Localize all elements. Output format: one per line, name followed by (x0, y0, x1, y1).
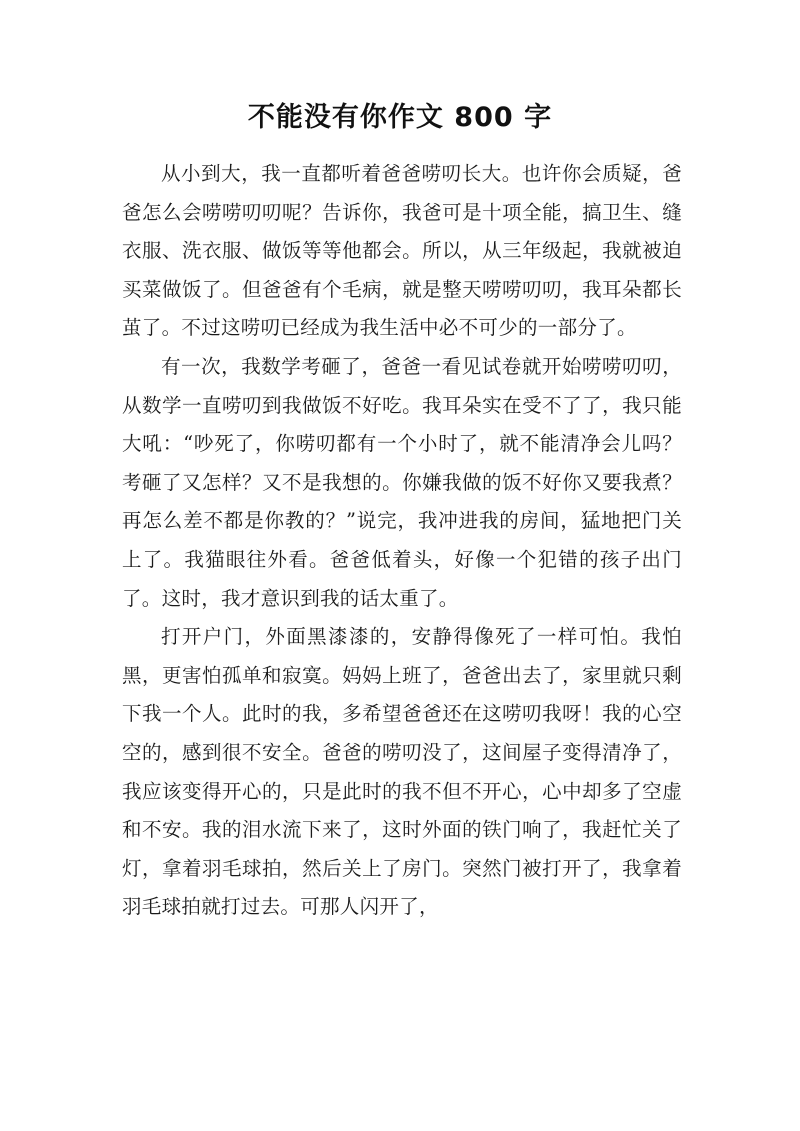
document-title: 不能没有你作文 800 字 (247, 102, 553, 133)
paragraph: 从小到大，我一直都听着爸爸唠叨长大。也许你会质疑，爸爸怎么会唠唠叨叨呢？告诉你，我爸可是十项全能，搞卫生、缝衣服、洗衣服、做饭等等他都会。所以，从三年级起，我就被迫买菜做饭了。但爸爸有个毛病，就是整天唠唠叨叨，我耳朵都长茧了。不过这唠叨已经成为我生活中必不可少的一部分了。 (122, 162, 682, 340)
paragraph: 有一次，我数学考砸了，爸爸一看见试卷就开始唠唠叨叨，从数学一直唠叨到我做饭不好吃。我耳朵实在受不了了，我只能大吼：“吵死了，你唠叨都有一个小时了，就不能清净会儿吗？考砸了又怎样？又不是我想的。你嫌我做的饭不好你又要我煮？再怎么差不都是你教的？”说完，我冲进我的房间，猛地把门关上了。我猫眼往外看。爸爸低着头，好像一个犯错的孩子出门了。这时，我才意识到我的话太重了。 (122, 354, 682, 610)
essay-body (122, 155, 682, 927)
paragraph: 打开户门，外面黑漆漆的，安静得像死了一样可怕。我怕黑，更害怕孤单和寂寞。妈妈上班了，爸爸出去了，家里就只剩下我一个人。此时的我，多希望爸爸还在这唠叨我呀！我的心空空的，感到很不安全。爸爸的唠叨没了，这间屋子变得清净了，我应该变得开心的，只是此时的我不但不开心，心中却多了空虚和不安。我的泪水流下来了，这时外面的铁门响了，我赶忙关了灯，拿着羽毛球拍，然后关上了房门。突然门被打开了，我拿着羽毛球拍就打过去。可那人闪开了， (122, 625, 682, 919)
